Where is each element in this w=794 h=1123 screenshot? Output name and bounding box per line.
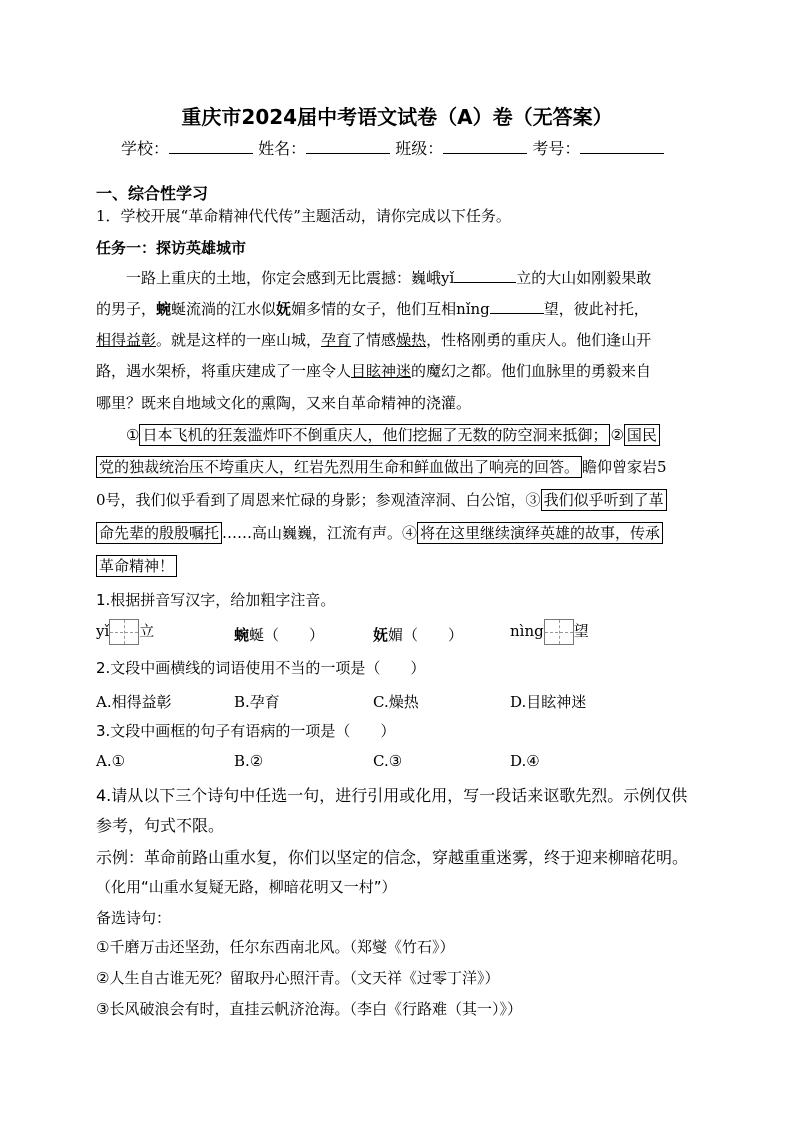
fill-blank-1 xyxy=(454,268,516,283)
subquestion-4-stem-2: 参考，句式不限。 xyxy=(96,816,225,835)
student-info-row xyxy=(121,136,664,159)
option-c[interactable]: C.燥热 xyxy=(373,693,419,711)
underlined-word-c: 燥热 xyxy=(396,331,427,349)
number-blank[interactable] xyxy=(580,139,664,154)
passage-line-8: 0号，我们似乎看到了周恩来忙碌的身影；参观渣滓洞、白公馆，③ 我们似乎听到了革 xyxy=(96,489,667,510)
boxed-sentence-3b: 命先辈的殷殷嘱托 xyxy=(96,522,222,544)
pinyin-item-a: yǐ 立 xyxy=(96,619,154,645)
passage-line-5: 哪里？既来自地域文化的熏陶，又来自革命精神的浇灌。 xyxy=(96,394,472,412)
char-grid-box-2[interactable] xyxy=(544,619,574,645)
poem-pool-label: 备选诗句： xyxy=(96,909,172,927)
boxed-sentence-1: 日本飞机的狂轰滥炸吓不倒重庆人，他们挖掘了无数的防空洞来抵御； xyxy=(139,424,610,446)
option-b[interactable]: B.孕育 xyxy=(234,693,280,711)
passage-line-2: 的男子，蜿蜒流淌的江水似妩媚多情的女子，他们互相nǐng 望，彼此衬托， xyxy=(96,300,649,318)
class-label: 班级： xyxy=(395,139,444,158)
page-title: 重庆市2024届中考语文试卷（A）卷（无答案） xyxy=(181,105,613,129)
option-b[interactable]: B.② xyxy=(234,752,264,770)
boxed-sentence-2b: 党的独裁统治压不垮重庆人，红岩先烈用生命和鲜血做出了响亮的回答。 xyxy=(96,456,582,478)
subquestion-4-stem-1: 4.请从以下三个诗句中任选一句，进行引用或化用，写一段话来讴歌先烈。示例仅供 xyxy=(96,786,688,805)
option-d[interactable]: D.④ xyxy=(510,752,540,770)
section-heading: 一、综合性学习 xyxy=(96,184,209,203)
passage-line-1: 一路上重庆的土地，你定会感到无比震撼：巍峨yǐ 立的大山如刚毅果敢 xyxy=(126,269,652,287)
boxed-sentence-3a: 我们似乎听到了革 xyxy=(541,489,667,511)
underlined-word-d: 目眩神迷 xyxy=(351,362,412,380)
underlined-word-a: 相得益彰 xyxy=(96,331,157,349)
school-label: 学校： xyxy=(121,139,170,158)
passage-line-7: 党的独裁统治压不垮重庆人，红岩先烈用生命和鲜血做出了响亮的回答。 瞻仰曾家岩5 xyxy=(96,456,667,477)
option-a[interactable]: A.① xyxy=(96,752,126,770)
char-grid-box-1[interactable] xyxy=(109,619,139,645)
passage-line-9: 命先辈的殷殷嘱托 ……高山巍巍，江流有声。④ 将在这里继续演绎英雄的故事，传承 xyxy=(96,522,663,543)
option-c[interactable]: C.③ xyxy=(373,752,403,770)
boxed-sentence-4a: 将在这里继续演绎英雄的故事，传承 xyxy=(417,522,663,544)
number-label: 考号： xyxy=(532,139,581,158)
pinyin-item-d: nìng 望 xyxy=(510,619,589,645)
poem-option-2: ②人生自古谁无死？留取丹心照汗青。（文天祥《过零丁洋》） xyxy=(96,969,500,987)
passage-line-10 xyxy=(96,555,177,576)
passage-line-6: ① 日本飞机的狂轰滥炸吓不倒重庆人，他们挖掘了无数的防空洞来抵御； ② 国民 xyxy=(126,424,660,445)
subquestion-2-stem: 2.文段中画横线的词语使用不当的一项是（ ） xyxy=(96,659,426,677)
boxed-sentence-2a: 国民 xyxy=(624,424,660,446)
passage-line-3: 相得益彰。就是这样的一座山城，孕育了情感燥热，性格刚勇的重庆人。他们逢山开 xyxy=(96,331,652,349)
subquestion-1-stem: 1.根据拼音写汉字，给加粗字注音。 xyxy=(96,591,336,609)
bold-char-wan: 蜿 xyxy=(156,300,172,318)
pinyin-item-c: 妩媚（ ） xyxy=(373,626,464,644)
question-intro: 1．学校开展“革命精神代代传”主题活动，请你完成以下任务。 xyxy=(96,207,511,225)
passage-line-4: 路，遇水架桥，将重庆建成了一座令人目眩神迷的魔幻之都。他们血脉里的勇毅来自 xyxy=(96,362,652,380)
example-line-1: 示例：革命前路山重水复，你们以坚定的信念，穿越重重迷雾，终于迎来柳暗花明。 xyxy=(96,848,689,867)
bold-char-wu: 妩 xyxy=(276,300,292,318)
pinyin-item-b: 蜿蜒（ ） xyxy=(234,626,325,644)
underlined-word-b: 孕育 xyxy=(321,331,352,349)
class-blank[interactable] xyxy=(443,139,527,154)
name-blank[interactable] xyxy=(306,139,390,154)
poem-option-3: ③长风破浪会有时，直挂云帆济沧海。（李白《行路难（其一）》） xyxy=(96,1000,522,1018)
poem-option-1: ①千磨万击还坚劲，任尔东西南北风。（郑燮《竹石》） xyxy=(96,938,455,956)
example-line-2: （化用“山重水复疑无路，柳暗花明又一村”） xyxy=(96,878,397,896)
name-label: 姓名： xyxy=(258,139,307,158)
task-heading: 任务一：探访英雄城市 xyxy=(96,239,247,257)
subquestion-3-stem: 3.文段中画框的句子有语病的一项是（ ） xyxy=(96,722,396,740)
school-blank[interactable] xyxy=(169,139,253,154)
boxed-sentence-4b: 革命精神！ xyxy=(96,555,177,577)
option-a[interactable]: A.相得益彰 xyxy=(96,693,172,711)
option-d[interactable]: D.目眩神迷 xyxy=(510,693,587,711)
fill-blank-2 xyxy=(490,299,544,314)
